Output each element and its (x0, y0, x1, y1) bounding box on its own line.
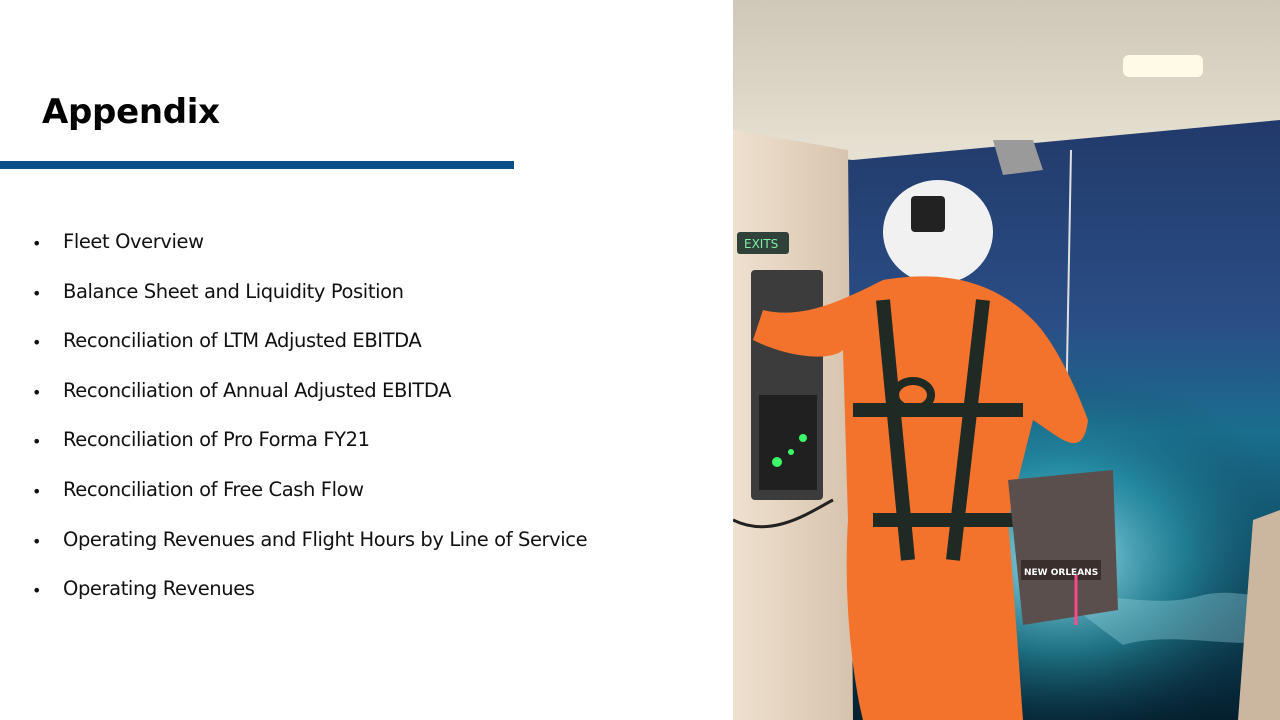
list-item-label: Operating Revenues and Flight Hours by Line of Service (63, 527, 588, 551)
bullet-icon: • (32, 333, 42, 353)
bullet-icon: • (32, 283, 42, 303)
list-item-label: Balance Sheet and Liquidity Position (63, 279, 404, 303)
bullet-icon: • (32, 432, 42, 452)
list-item-label: Operating Revenues (63, 577, 255, 601)
bullet-icon: • (32, 234, 42, 253)
appendix-list (30, 226, 710, 623)
list-item (30, 325, 710, 375)
list-item (30, 474, 710, 524)
list-item (30, 226, 710, 276)
list-item (30, 524, 710, 574)
bullet-icon: • (32, 382, 42, 402)
list-item-label: Reconciliation of LTM Adjusted EBITDA (63, 329, 422, 353)
title-underline (0, 161, 514, 169)
svg-text:NEW ORLEANS: NEW ORLEANS (1024, 568, 1099, 578)
rescue-crew-photo (733, 0, 1280, 720)
list-item (30, 424, 710, 474)
svg-text:EXITS: EXITS (744, 237, 779, 251)
list-item (30, 573, 710, 623)
list-item-label: Reconciliation of Pro Forma FY21 (63, 428, 370, 452)
page-title: Appendix (42, 92, 220, 132)
bullet-icon: • (32, 481, 42, 501)
photo-illustration (733, 0, 1280, 720)
list-item (30, 375, 710, 425)
list-item-label: Reconciliation of Free Cash Flow (63, 477, 364, 501)
bullet-icon: • (32, 581, 42, 601)
list-item (30, 276, 710, 326)
bullet-icon: • (32, 531, 42, 551)
list-item-label: Fleet Overview (63, 230, 204, 253)
list-item-label: Reconciliation of Annual Adjusted EBITDA (63, 378, 452, 402)
